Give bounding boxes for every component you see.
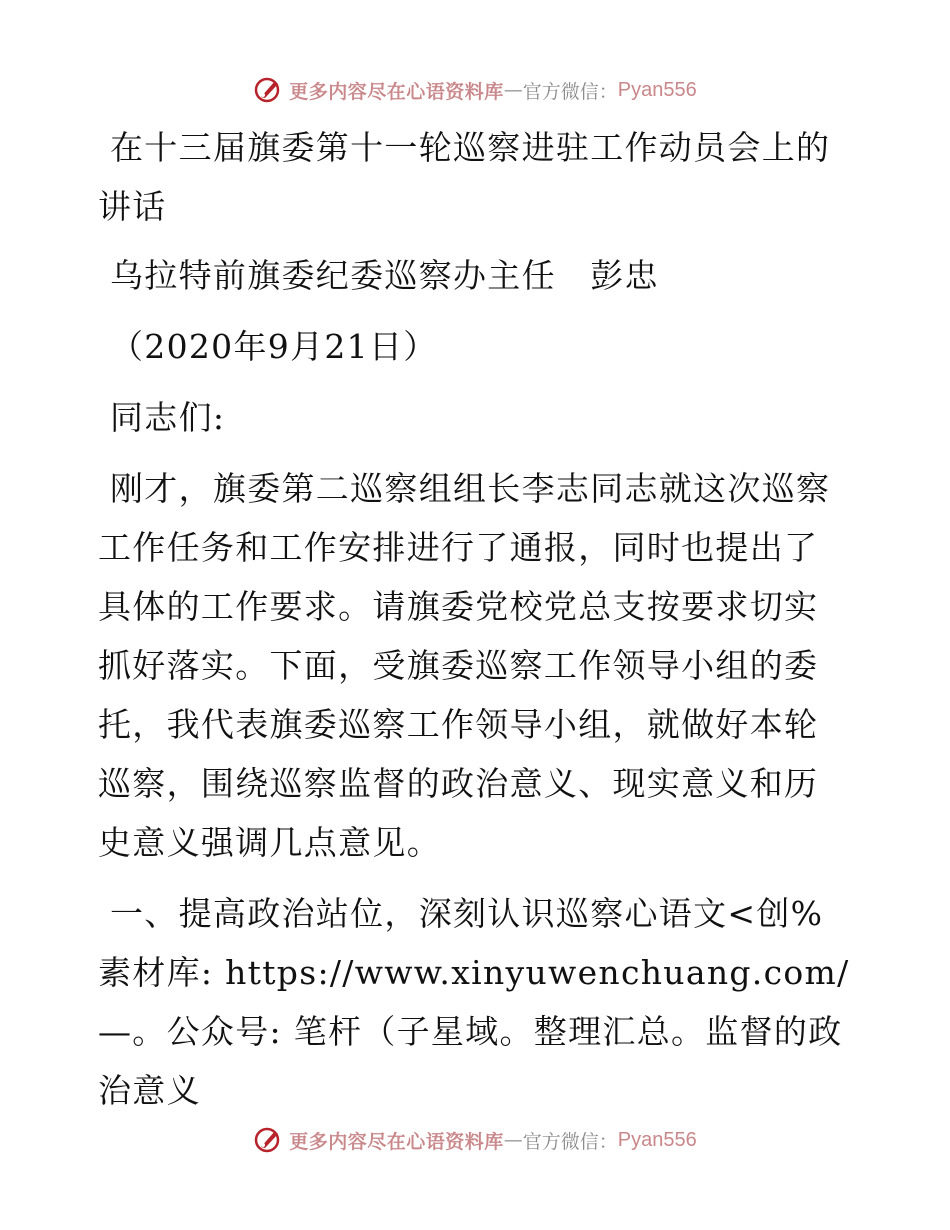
document-greeting: 同志们: (110, 398, 226, 437)
banner-text: 更多内容尽在心语资料库 (289, 1130, 504, 1153)
document-author: 乌拉特前旗委纪委巡察办主任 彭忠 (110, 256, 659, 295)
document-date: （2020年9月21日） (110, 327, 438, 366)
document-paragraph-1: 刚才，旗委第二巡察组组长李志同志就这次巡察工作任务和工作安排进行了通报，同时也提出了具体的工作要求。请旗委党校党总支按要求切实抓好落实。下面，受旗委巡察工作领导小组的委托，我代表旗委巡察工作领导小组，就做好本轮巡察，围绕巡察监督的政治意义、现实意义和历史意义强调几点意见。 (98, 469, 831, 862)
quill-logo-icon (253, 75, 283, 105)
document-paragraph-2: 一、提高政治站位，深刻认识巡察心语文<创%素材库: https://www.xinyuwenchuang.com/—。公众号: 笔杆（子星域。整理汇总。监督的政治意义 (98, 894, 850, 1110)
banner-separator: — (503, 79, 523, 101)
banner-separator: — (503, 1129, 523, 1151)
banner-text: 更多内容尽在心语资料库 (289, 80, 504, 103)
banner-wechat-label: 官方微信： (522, 1130, 618, 1153)
footer-watermark-banner (0, 1120, 950, 1160)
document-body (98, 118, 850, 1120)
header-watermark-banner (0, 70, 950, 110)
banner-wechat-id: Pyan556 (617, 1128, 697, 1151)
quill-logo-icon (253, 1125, 283, 1155)
document-title: 在十三届旗委第十一轮巡察进驻工作动员会上的讲话 (98, 128, 831, 226)
banner-wechat-id: Pyan556 (617, 78, 697, 101)
banner-wechat-label: 官方微信： (522, 80, 618, 103)
